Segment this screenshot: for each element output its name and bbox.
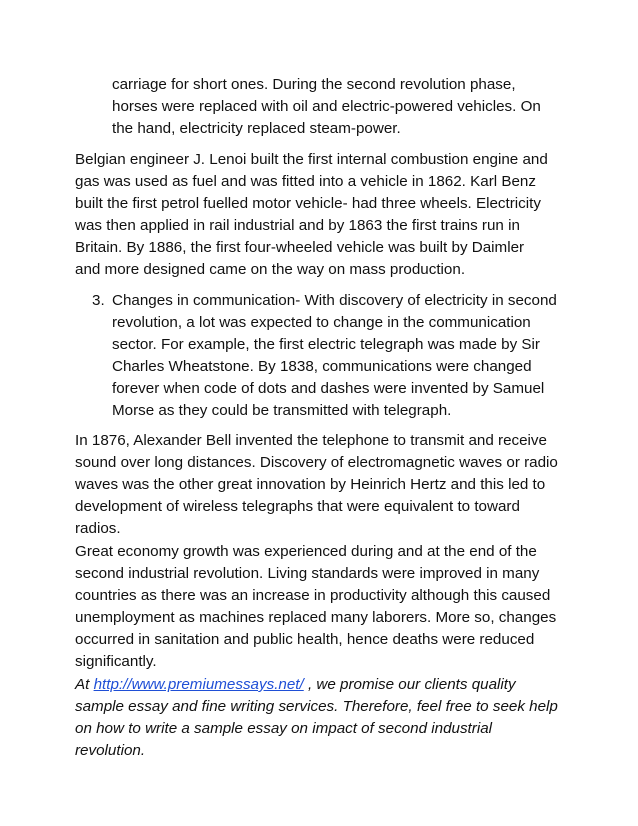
text-line: revolution. bbox=[75, 742, 146, 759]
text-line: unemployment as machines replaced many laborers. More so, changes bbox=[75, 609, 557, 626]
text-line: on how to write a sample essay on impact of second industrial bbox=[75, 720, 493, 737]
text-line: Great economy growth was experienced during and at the end of the bbox=[75, 543, 537, 560]
text-line: sector. For example, the first electric telegraph was made by Sir bbox=[112, 336, 540, 353]
text-line: In 1876, Alexander Bell invented the telephone to transmit and receive bbox=[75, 432, 547, 449]
text-line: forever when code of dots and dashes were invented by Samuel bbox=[112, 380, 545, 397]
text-line: gas was used as fuel and was fitted into a vehicle in 1862. Karl Benz bbox=[75, 173, 536, 190]
text-line: sample essay and fine writing services. Therefore, feel free to seek help bbox=[75, 698, 558, 715]
text-line: Changes in communication- With discovery of electricity in second bbox=[112, 292, 557, 309]
text-line: Belgian engineer J. Lenoi built the first internal combustion engine and bbox=[75, 151, 548, 168]
promo-line-suffix: , we promise our clients quality bbox=[303, 676, 516, 693]
text-line: radios. bbox=[75, 520, 121, 537]
text-line: was then applied in rail industrial and by 1863 the first trains run in bbox=[75, 217, 520, 234]
text-line: carriage for short ones. During the second revolution phase, bbox=[112, 76, 516, 93]
text-line: Morse as they could be transmitted with telegraph. bbox=[112, 402, 452, 419]
promo-prefix: At bbox=[75, 676, 94, 693]
text-line: and more designed came on the way on mass production. bbox=[75, 261, 466, 278]
text-line: built the first petrol fuelled motor vehicle- had three wheels. Electricity bbox=[75, 195, 541, 212]
list-number: 3. bbox=[92, 292, 105, 309]
premiumessays-link[interactable]: http://www.premiumessays.net/ bbox=[93, 676, 304, 693]
text-line: development of wireless telegraphs that were equivalent to toward bbox=[75, 498, 520, 515]
text-line: horses were replaced with oil and electric-powered vehicles. On bbox=[112, 98, 541, 115]
promo-line bbox=[75, 675, 516, 695]
text-line: the hand, electricity replaced steam-power. bbox=[112, 120, 401, 137]
text-line: sound over long distances. Discovery of electromagnetic waves or radio bbox=[75, 454, 558, 471]
text-line: second industrial revolution. Living standards were improved in many bbox=[75, 565, 540, 582]
text-line: waves was the other great innovation by Heinrich Hertz and this led to bbox=[75, 476, 546, 493]
text-line: Britain. By 1886, the first four-wheeled vehicle was built by Daimler bbox=[75, 239, 525, 256]
text-line: occurred in sanitation and public health, hence deaths were reduced bbox=[75, 631, 535, 648]
text-line: significantly. bbox=[75, 653, 157, 670]
text-line: Charles Wheatstone. By 1838, communications were changed bbox=[112, 358, 532, 375]
text-line: revolution, a lot was expected to change in the communication bbox=[112, 314, 531, 331]
text-line: countries as there was an increase in productivity although this caused bbox=[75, 587, 551, 604]
